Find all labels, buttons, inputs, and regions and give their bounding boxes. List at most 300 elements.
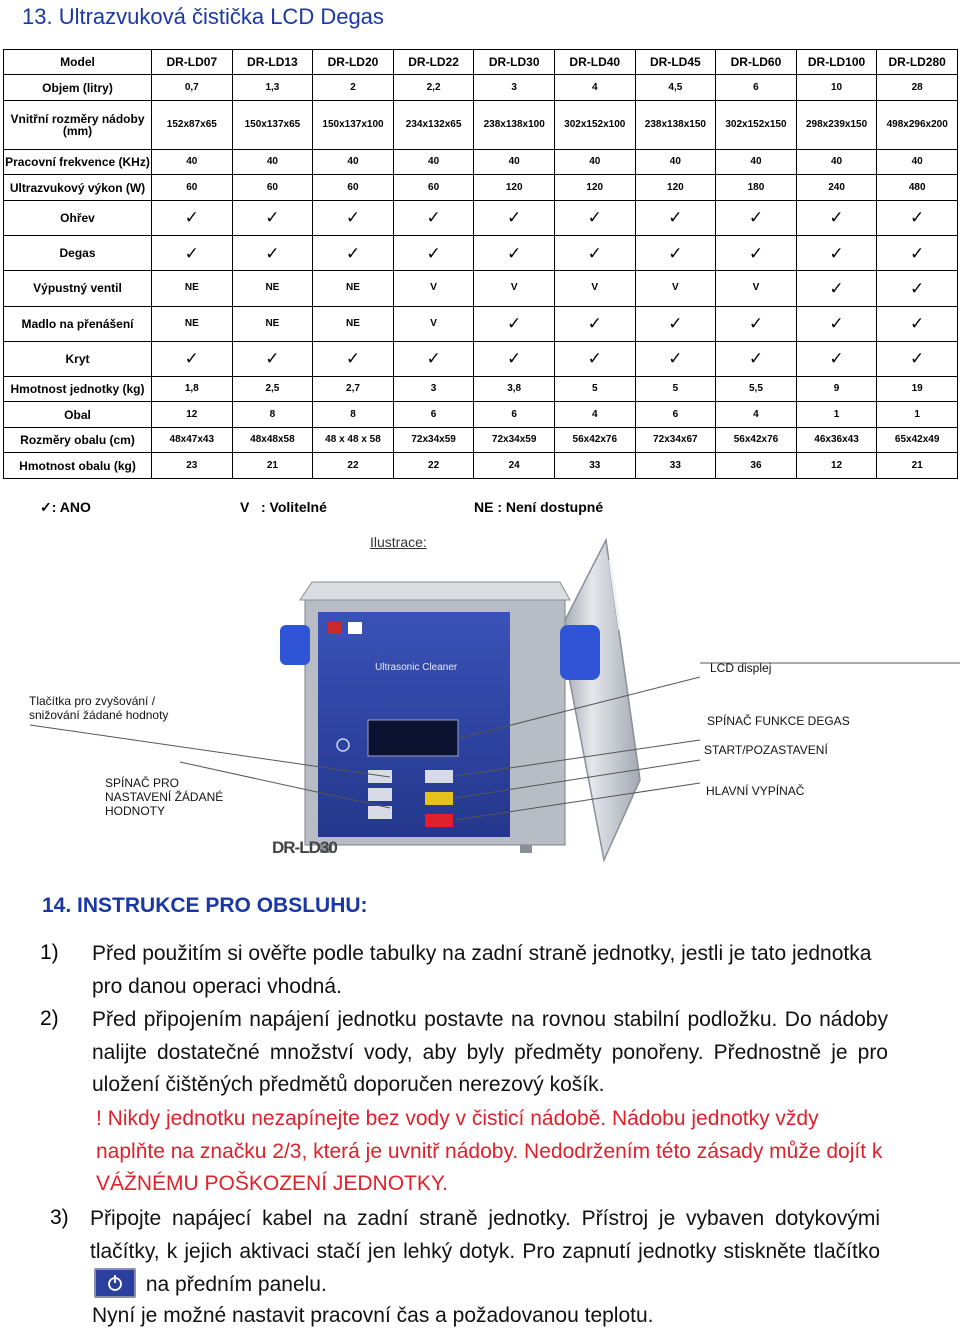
spec-cell [635,175,716,200]
spec-cell [232,341,313,376]
spec-cell-value: 1,3 [265,81,280,93]
spec-cell [152,75,233,100]
spec-cell [877,341,958,376]
spec-cell-value: 72x34x67 [653,434,698,446]
spec-cell [877,75,958,100]
spec-cell [796,236,877,271]
check-icon: ✓ [184,208,199,228]
spec-cell-value: 33 [669,459,681,471]
spec-cell-value: 12 [186,408,198,420]
spec-row-label: Rozměry obalu (cm) [4,427,152,452]
spec-cell-value: 60 [428,181,440,193]
spec-cell-value: 2,7 [346,383,360,395]
spec-cell [716,306,797,341]
lid [560,540,640,860]
spec-cell-value: 48x47x43 [169,434,215,446]
spec-cell-value: NE [265,317,280,329]
check-icon: ✓ [345,243,361,263]
spec-cell-value: 72x34x59 [491,434,537,446]
spec-cell-value: 60 [347,181,359,193]
spec-cell-value: 8 [269,408,276,420]
button-start[interactable] [425,792,453,805]
spec-cell-value: 1,8 [184,383,199,395]
spec-row [4,306,958,341]
spec-cell [313,427,394,452]
spec-cell-value: DR-LD30 [488,55,540,70]
spec-cell [152,427,233,452]
spec-cell [716,200,797,235]
check-icon: ✓ [748,349,764,369]
spec-cell [796,100,877,149]
spec-cell [554,402,635,427]
spec-row [4,427,958,452]
check-icon: ✓ [829,314,844,334]
spec-cell-value: 10 [830,81,843,93]
spec-cell [877,402,958,427]
spec-cell [554,306,635,341]
check-icon: ✓ [426,349,441,369]
check-icon: ✓ [748,208,764,228]
spec-cell [152,149,233,174]
check-icon: ✓ [345,208,361,228]
spec-table [3,49,958,479]
spec-cell-value: 24 [508,459,520,471]
spec-cell [393,100,474,149]
spec-cell [313,100,394,149]
spec-cell [877,236,958,271]
item-2-number: 2) [40,1007,59,1030]
spec-cell [313,200,394,235]
spec-cell [716,50,797,75]
spec-cell-value: 6 [430,408,437,420]
spec-cell-value: 28 [911,81,923,93]
spec-cell-value: 48 x 48 x 58 [325,434,381,446]
check-icon: ✓ [910,278,925,298]
check-icon: ✓ [829,208,844,228]
spec-row-label: Hmotnost jednotky (kg) [4,377,152,402]
callout-buttons [29,694,168,722]
spec-cell [393,306,474,341]
spec-cell [635,453,716,479]
item-3-text [90,1203,880,1302]
power-button-icon [94,1268,136,1298]
check-icon: ✓ [829,243,844,263]
spec-cell [716,149,797,174]
check-icon: ✓ [910,314,925,334]
spec-cell-value: NE [184,317,199,329]
spec-cell-value: DR-LD100 [807,55,866,70]
spec-cell [877,427,958,452]
spec-row [4,377,958,402]
spec-cell-value: 21 [911,459,923,471]
check-icon: ✓ [345,349,361,369]
spec-cell [393,75,474,100]
check-icon: ✓ [265,349,280,369]
spec-cell [716,175,797,200]
spec-cell-value: 6 [511,408,517,420]
button-main-power[interactable] [425,814,453,827]
spec-cell [796,306,877,341]
spec-cell [796,75,877,100]
legend-ano: ✓: ANO [40,499,91,515]
callout-setpoint [105,776,223,818]
spec-cell [554,175,635,200]
spec-cell [877,453,958,479]
spec-cell [232,200,313,235]
spec-cell [393,453,474,479]
check-icon: ✓ [668,349,683,369]
spec-cell [232,402,313,427]
spec-cell [554,75,635,100]
spec-cell [877,271,958,306]
check-icon: ✓ [829,278,844,298]
spec-row-label: Výpustný ventil [4,271,152,306]
spec-cell-value: 0,7 [184,81,199,93]
left-handle [280,625,310,665]
check-icon: ✓ [507,243,522,263]
spec-row [4,175,958,200]
spec-cell-value: 40 [830,156,843,168]
spec-cell-value: 150x137x65 [244,118,301,130]
spec-cell-value: 2,2 [426,81,441,93]
spec-cell-value: 6 [672,408,679,420]
spec-cell-value: 19 [911,383,923,395]
spec-cell-value: 1 [833,408,840,420]
spec-cell-value: 60 [266,181,278,193]
spec-cell [635,341,716,376]
check-icon: ✓ [184,243,199,263]
item-3-number: 3) [50,1206,69,1229]
check-icon: ✓ [507,349,522,369]
legend-volitelne: V : Volitelné [240,499,327,515]
spec-cell-value: 5 [672,383,679,395]
spec-row-label: Ultrazvukový výkon (W) [4,175,152,200]
spec-row-label: Vnitřní rozměry nádoby (mm) [4,100,152,149]
spec-cell-value: 40 [347,156,359,168]
check-icon: ✓ [829,349,844,369]
spec-cell [152,453,233,479]
spec-cell-value: 180 [747,181,765,193]
spec-cell-value: 238x138x150 [644,118,706,130]
spec-cell [554,100,635,149]
spec-cell-value: 6 [753,81,759,93]
spec-row-label: Obal [4,402,152,427]
spec-cell [474,341,555,376]
spec-cell [313,149,394,174]
check-icon: ✓ [426,208,441,228]
spec-cell [232,236,313,271]
spec-cell-value: 120 [586,181,604,193]
indicator-white [348,622,362,634]
spec-cell [313,175,394,200]
spec-cell [554,271,635,306]
spec-cell [554,377,635,402]
spec-cell [152,377,233,402]
check-icon: ✓ [587,243,602,263]
spec-cell-value: 60 [186,181,198,193]
spec-cell-value: 238x138x100 [483,118,545,130]
spec-cell [635,75,716,100]
spec-cell [796,377,877,402]
spec-cell-value: 56x42x76 [733,434,779,446]
spec-cell [554,50,635,75]
spec-cell [635,50,716,75]
spec-cell-value: 8 [350,408,356,420]
check-icon: ✓ [668,314,683,334]
item-1-text: Před použitím si ověřte podle tabulky na zadní straně jednotky, jestli je tato jednotka pro danou operaci vhodná. [92,942,872,998]
spec-cell [313,453,394,479]
spec-row [4,75,958,100]
spec-cell-value: 3 [511,81,517,93]
spec-cell [716,271,797,306]
spec-cell-value: 22 [428,459,440,471]
spec-cell [635,200,716,235]
check-icon: ✓ [265,243,280,263]
lcd-display [368,720,458,756]
spec-cell [716,236,797,271]
spec-cell-value: 234x132x65 [405,118,462,130]
item-2-text: Před připojením napájení jednotku postavte na rovnou stabilní podložku. Do nádoby nalijte dostatečné množství vody, aby byly předměty ponořeny. Přednostně je pro uložení čištěných předmětů doporučen nerezový košík. [92,1008,888,1096]
spec-cell [232,427,313,452]
check-icon: ✓ [910,243,925,263]
spec-cell [635,149,716,174]
spec-cell [232,306,313,341]
spec-cell [635,402,716,427]
spec-cell-value: 72x34x59 [411,434,456,446]
spec-cell-value: NE [265,282,280,294]
spec-cell [796,341,877,376]
spec-cell [393,236,474,271]
spec-cell [635,306,716,341]
spec-row [4,236,958,271]
spec-cell [877,175,958,200]
spec-cell [474,200,555,235]
spec-cell [554,341,635,376]
spec-cell [313,75,394,100]
spec-cell-value: 120 [667,181,684,193]
spec-cell [152,236,233,271]
spec-cell [716,377,797,402]
spec-cell-value: 22 [347,459,359,471]
spec-cell [796,200,877,235]
spec-cell [635,427,716,452]
spec-cell-value: 40 [428,156,440,168]
item-2-warning: ! Nikdy jednotku nezapínejte bez vody v čisticí nádobě. Nádobu jednotky vždy naplňte na značku 2/3, která je uvnitř nádoby. Nedodržením této zásady může dojít k VÁŽNÉMU POŠKOZENÍ JEDNOTKY. [96,1107,883,1195]
spec-cell-value: V [430,282,437,294]
spec-cell [635,100,716,149]
spec-cell-value: 3 [430,383,437,395]
spec-cell-value: 40 [669,156,681,168]
callout-setpoint-line2: NASTAVENÍ ŽÁDANÉ [105,790,224,804]
spec-cell-value: 240 [828,181,845,193]
spec-cell [393,377,474,402]
item-1-number: 1) [40,941,59,964]
spec-cell [313,271,394,306]
legend-neni: NE : Není dostupné [474,499,604,515]
spec-cell-value: V [510,282,518,294]
spec-cell-value: 2 [350,81,356,93]
spec-cell [313,50,394,75]
spec-cell [716,453,797,479]
spec-cell-value: 302x152x150 [725,118,787,130]
foot-right [520,845,532,853]
spec-cell-value: NE [346,282,360,294]
spec-cell-value: 5,5 [749,383,763,395]
spec-cell [232,175,313,200]
check-icon: ✓ [587,314,602,334]
spec-cell [393,175,474,200]
item-3-text-after: na předním panelu. [145,1273,327,1296]
spec-cell [554,427,635,452]
spec-cell-value: NE [346,317,360,329]
device-logo: Ultrasonic Cleaner [375,662,458,673]
tank-rim [300,582,570,600]
spec-cell [877,200,958,235]
spec-row-label: Model [4,50,152,75]
spec-cell-value: 4 [591,408,598,420]
spec-cell [152,100,233,149]
spec-cell [152,271,233,306]
item-3-text-before: Připojte napájecí kabel na zadní straně jednotky. Přístroj je vybaven dotykovými tlačítky, k jejich aktivaci stačí jen lehký dotyk. Pro zapnutí jednotky stiskněte tlačítko [90,1207,880,1263]
spec-cell [716,427,797,452]
spec-cell [474,175,555,200]
spec-row-label: Pracovní frekvence (KHz) [4,149,152,174]
spec-row-label: Ohřev [4,200,152,235]
check-icon: ✓ [668,208,683,228]
spec-cell [716,402,797,427]
spec-cell [474,453,555,479]
callout-start: START/POZASTAVENÍ [704,743,828,757]
spec-cell-value: V [430,317,437,329]
button-down[interactable] [368,788,392,801]
right-handle [560,625,600,680]
spec-cell-value: 150x137x100 [322,118,384,130]
spec-row [4,200,958,235]
spec-cell [716,100,797,149]
spec-cell [232,50,313,75]
spec-cell-value: 298x239x150 [805,118,868,130]
spec-cell [554,453,635,479]
spec-cell-value: 12 [830,459,843,471]
spec-cell [393,341,474,376]
spec-row-label: Hmotnost obalu (kg) [4,453,152,479]
check-icon: ✓ [507,208,522,228]
spec-cell-value: 40 [186,156,198,168]
spec-cell [313,377,394,402]
callout-lcd: LCD displej [710,661,772,675]
callout-buttons-line1: Tlačítka pro zvyšování / [29,694,156,708]
spec-cell-value: V [591,282,599,294]
spec-row-label: Objem (litry) [4,75,152,100]
spec-cell [393,149,474,174]
check-icon: ✓ [587,349,602,369]
spec-cell [796,271,877,306]
spec-cell-value: 480 [908,181,926,193]
spec-cell [474,271,555,306]
spec-cell [796,175,877,200]
spec-cell-value: 302x152x100 [564,118,626,130]
spec-cell-value: V [672,282,679,294]
spec-cell [313,402,394,427]
spec-cell-value: 498x296x200 [886,118,948,130]
spec-row [4,402,958,427]
spec-cell [474,377,555,402]
check-icon: ✓ [748,243,764,263]
spec-row-label: Madlo na přenášení [4,306,152,341]
spec-cell-value: 40 [589,156,601,168]
spec-row [4,453,958,479]
spec-row [4,149,958,174]
spec-cell [313,341,394,376]
spec-cell-value: 46x36x43 [814,434,859,446]
spec-row-label: Kryt [4,341,152,376]
check-icon: ✓ [910,208,925,228]
spec-cell [474,149,555,174]
spec-cell-value: DR-LD13 [247,55,298,70]
spec-cell-value: 4 [753,408,759,420]
section-14-title: 14. INSTRUKCE PRO OBSLUHU: [42,894,368,917]
button-degas[interactable] [425,770,453,783]
spec-cell-value: 40 [750,156,762,168]
spec-cell-value: 2,5 [265,383,280,395]
spec-cell [877,50,958,75]
spec-cell [152,50,233,75]
spec-cell [554,236,635,271]
spec-row [4,100,958,149]
spec-cell-value: DR-LD22 [408,55,459,70]
spec-cell [635,236,716,271]
spec-cell [152,175,233,200]
illustration-label: Ilustrace: [370,534,427,550]
spec-cell [877,100,958,149]
spec-cell-value: 23 [186,459,198,471]
spec-cell-value: 40 [911,156,923,168]
spec-cell [232,100,313,149]
spec-cell [474,402,555,427]
spec-cell-value: 4,5 [668,81,683,93]
spec-cell [796,149,877,174]
spec-cell [393,427,474,452]
spec-cell [716,341,797,376]
spec-cell-value: 33 [589,459,601,471]
spec-cell-value: 40 [266,156,278,168]
spec-cell [635,271,716,306]
spec-cell [393,402,474,427]
spec-cell [474,75,555,100]
spec-cell [554,149,635,174]
spec-cell [232,271,313,306]
spec-cell [232,377,313,402]
check-icon: ✓ [748,314,764,334]
spec-cell [313,236,394,271]
spec-row [4,271,958,306]
spec-cell [313,306,394,341]
spec-cell [474,427,555,452]
spec-cell-value: 56x42x76 [572,434,618,446]
check-icon: ✓ [910,349,925,369]
spec-row [4,50,958,75]
check-icon: ✓ [184,349,199,369]
spec-cell-value: DR-LD20 [327,55,379,70]
item-3-next: Nyní je možné nastavit pracovní čas a požadovanou teplotu. [92,1304,654,1327]
spec-cell [474,306,555,341]
device-model-label: DR-LD30 [272,838,337,857]
spec-cell-value: 48x48x58 [250,434,295,446]
spec-cell [152,306,233,341]
check-icon: ✓ [265,208,280,228]
check-icon: ✓ [507,314,522,334]
spec-cell [554,200,635,235]
